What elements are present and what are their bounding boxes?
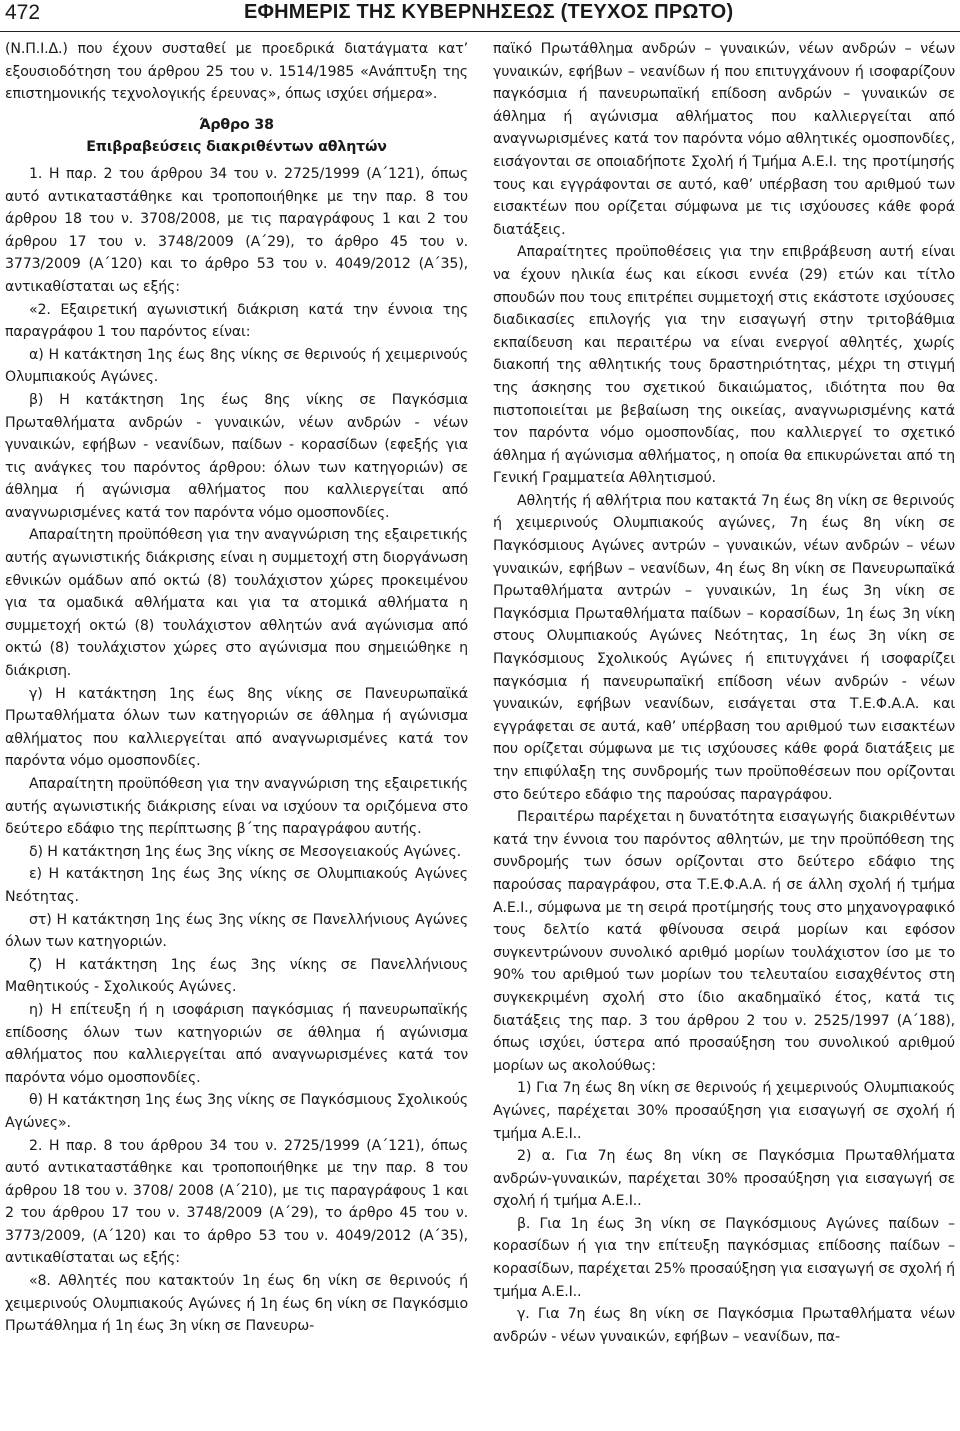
- page-header: [0, 0, 960, 38]
- article-title: Επιβραβεύσεις διακριθέντων αθλητών: [86, 139, 387, 156]
- paragraph-2: «2. Εξαιρετική αγωνιστική διάκριση κατά την έννοια της παραγράφου 1 του παρόντος είναι:: [5, 301, 468, 341]
- paragraph-further: Περαιτέρω παρέχεται η δυνατότητα εισαγωγής διακριθέντων κατά την έννοια του παρόντος αθλητών, με την προϋπόθεση της συνδρομής των όσων ορίζονται στο δεύτερο εδάφιο της παρούσας παραγράφου, στα Τ.Ε.Φ.Α.Α. ή σε άλλη σχολή ή τμήμα Α.Ε.Ι., σύμφωνα με τη σειρά προτίμησής τους στο μηχανογραφικό τους δελτίο κατά φθίνουσα σειρά μορίων και εφόσον συγκεντρώνουν συνολικό αριθμό μορίων τουλάχιστον ίσο με το 90% του αριθμού των μορίων του τελευταίου εισαχθέντος στη συγκεκριμένη σχολή στο ίδιο ακαδημαϊκό έτος, κατά τις διατάξεις της παρ. 3 του άρθρου 2 του ν. 2525/1997 (Α΄188), όπως ισχύει, ύστερα από προσαύξηση του συνολικού αριθμού μορίων ως ακολούθως:: [493, 809, 955, 1074]
- rule-2c: γ. Για 7η έως 8η νίκη σε Παγκόσμια Πρωταθλήματα νέων ανδρών - νέων γυναικών, εφήβων – νεανίδων, πα-: [493, 1306, 955, 1345]
- article-heading: [5, 114, 468, 159]
- case-th: θ) Η κατάκτηση 1ης έως 3ης νίκης σε Παγκόσμιους Σχολικούς Αγώνες».: [5, 1092, 468, 1131]
- case-e: ε) Η κατάκτηση 1ης έως 3ης νίκης σε Ολυμπιακούς Αγώνες Νεότητας.: [5, 866, 468, 905]
- paragraph-intro: (Ν.Π.Ι.Δ.) που έχουν συσταθεί με προεδρικά διατάγματα κατ’ εξουσιοδότηση του άρθρου 25 του ν. 1514/1985 «Ανάπτυξη της επιστημονικής τεχνολογικής έρευνας», όπως ισχύει σήμερα».: [5, 41, 468, 103]
- paragraph-1: 1. Η παρ. 2 του άρθρου 34 του ν. 2725/1999 (Α΄121), όπως αυτό αντικαταστάθηκε και τροποποιήθηκε με την παρ. 8 του άρθρου 18 του ν. 3708/2008, με τις παραγράφους 1 και 2 του άρθρου 17 του ν. 3748/2009 (Α΄29), το άρθρο 45 του ν. 3773/2009 (Α΄120) και το άρθρο 53 του ν. 4049/2012 (Α΄35), αντικαθίσταται ως εξής:: [5, 165, 468, 295]
- case-h: η) Η επίτευξη ή η ισοφάριση παγκόσμιας ή πανευρωπαϊκής επίδοσης όλων των κατηγοριών σε άθλημα ή αγώνισμα αθλήματος που καλλιεργείται από αναγνωρισμένες κατά τον παρόντα νόμο ομοσπονδίες.: [5, 1001, 468, 1086]
- rule-2b: β. Για 1η έως 3η νίκη σε Παγκόσμιους Αγώνες παίδων – κορασίδων ή για την επίτευξη παγκόσμιας επίδοσης παίδων – κορασίδων, παρέχεται 25% προσαύξηση για εισαγωγή σε σχολή ή τμήμα Α.Ε.Ι..: [493, 1215, 955, 1300]
- rule-2a: 2) α. Για 7η έως 8η νίκη σε Παγκόσμια Πρωταθλήματα ανδρών-γυναικών, παρέχεται 30% προσαύξηση για εισαγωγή σε σχολή ή τμήμα Α.Ε.Ι..: [493, 1148, 955, 1210]
- case-b: β) Η κατάκτηση 1ης έως 8ης νίκης σε Παγκόσμια Πρωταθλήματα ανδρών - γυναικών, νέων ανδρών - νέων γυναικών, εφήβων - νεανίδων, παίδων - κορασίδων (εφεξής για τις ανάγκες του παρόντος άρθρου: όλων των κατηγοριών) σε άθλημα ή αγώνισμα αθλήματος που καλλιεργείται από αναγνωρισμένες κατά τον παρόντα νόμο ομοσπονδίες.: [5, 391, 468, 521]
- left-column: [5, 38, 468, 1431]
- paragraph-prerequisites: Απαραίτητες προϋποθέσεις για την επιβράβευση αυτή είναι να έχουν ηλικία έως και είκοσι εννέα (29) ετών και τίτλο σπουδών που τους επιτρέπει συμμετοχή στις εκάστοτε ισχύουσες διαδικασίες επιλογής για την εισαγωγή στην τριτοβάθμια εκπαίδευση και περαιτέρω να είναι ενεργοί αθλητές, χωρίς διακοπή της αθλητικής τους δραστηριότητας, μέχρι τη στιγμή της άσκησης του σχετικού δικαιώματος, ιδιότητα που θα πιστοποιείται με βεβαίωση της οικείας, αναγνωρισμένης κατά τον παρόντα νόμο ομοσπονδίας, που καλλιεργεί το σχετικό άθλημα ή αγώνισμα αθλήματος, η οποία θα επικυρώνεται από τη Γενική Γραμματεία Αθλητισμού.: [493, 244, 955, 487]
- running-title: ΕΦΗΜΕΡΙΣ ΤΗΣ ΚΥΒΕΡΝΗΣΕΩΣ (ΤΕΥΧΟΣ ΠΡΩΤΟ): [244, 1, 734, 23]
- case-z: ζ) Η κατάκτηση 1ης έως 3ης νίκης σε Πανελλήνιους Μαθητικούς - Σχολικούς Αγώνες.: [5, 956, 468, 996]
- paragraph-2b: 2. Η παρ. 8 του άρθρου 34 του ν. 2725/1999 (Α΄121), όπως αυτό αντικαταστάθηκε και τροποποιήθηκε με την παρ. 8 του άρθρου 18 του ν. 3708/ 2008 (Α΄210), με τις παραγράφους 1 και 2 του άρθρου 17 του ν. 3748/2009 (Α΄29), το άρθρο 45 του ν. 3773/2009, (Α΄120) και το άρθρο 53 του ν. 4049/2012 (Α΄35), αντικαθίσταται ως εξής:: [5, 1137, 468, 1267]
- page-number: 472: [5, 1, 41, 24]
- case-c: γ) Η κατάκτηση 1ης έως 8ης νίκης σε Πανευρωπαϊκά Πρωταθλήματα όλων των κατηγοριών σε άθλημα ή αγώνισμα αθλήματος που καλλιεργείται από αναγνωρισμένες κατά τον παρόντα νόμο ομοσπονδίες.: [5, 685, 468, 770]
- right-column: [493, 38, 955, 1431]
- paragraph-8: «8. Αθλητές που κατακτούν 1η έως 6η νίκη σε θερινούς ή χειμερινούς Ολυμπιακούς Αγώνες ή 1η έως 6η νίκη σε Παγκόσμιο Πρωτάθλημα ή 1η έως 3η νίκη σε Πανευρω-: [5, 1273, 468, 1335]
- paragraph-athletes: Αθλητής ή αθλήτρια που κατακτά 7η έως 8η νίκη σε θερινούς ή χειμερινούς Ολυμπιακούς αγώνες, 7η έως 8η νίκη σε Παγκόσμιους Αγώνες αντρών – γυναικών, νέων ανδρών – νέων γυναικών, εφήβων – νεανίδων, 4η έως 8η νίκη σε Πανευρωπαϊκά Πρωταθλήματα αντρών – γυναικών, 1η έως 3η νίκη σε Παγκόσμια Πρωταθλήματα παίδων – κορασίδων, 1η έως 3η νίκη στους Ολυμπιακούς Αγώνες Νεότητας, 1η έως 3η νίκη σε Παγκόσμιους Σχολικούς Αγώνες ή επιτυγχάνει ή ισοφαρίζει παγκόσμια ή πανευρωπαϊκή επίδοση νέων ανδρών - νέων γυναικών, εφήβων νεανίδων, εισάγεται στα Τ.Ε.Φ.Α.Α. και εγγράφεται σε αυτά, καθ’ υπέρβαση του αριθμού των εισακτέων που ορίζεται σύμφωνα με τις ισχύουσες κάθε φορά διατάξεις με την επιφύλαξη της συνδρομής των προϋποθέσεων που ορίζονται στο δεύτερο εδάφιο της παρούσας παραγράφου.: [493, 492, 955, 803]
- prerequisite-1: Απαραίτητη προϋπόθεση για την αναγνώριση της εξαιρετικής αυτής αγωνιστικής διάκρισης είναι η συμμετοχή στη διοργάνωση εθνικών ομάδων από οκτώ (8) τουλάχιστον χώρες προκειμένου για τα ομαδικά αθλήματα και για τα ατομικά αθλήματα η συμμετοχή οκτώ (8) τουλάχιστον αθλητών ανά αγώνισμα από οκτώ (8) τουλάχιστον χώρες στο αγώνισμα που σημειώθηκε η διάκριση.: [5, 527, 468, 680]
- prerequisite-2: Απαραίτητη προϋπόθεση για την αναγνώριση της εξαιρετικής αυτής αγωνιστικής διάκρισης είναι να ισχύουν τα οριζόμενα στο δεύτερο εδάφιο της περίπτωσης β΄της παραγράφου αυτής.: [5, 776, 468, 838]
- header-rule: [0, 31, 960, 32]
- case-a: α) Η κατάκτηση 1ης έως 8ης νίκης σε θερινούς ή χειμερινούς Ολυμπιακούς Αγώνες.: [5, 346, 468, 386]
- article-number: Άρθρο 38: [199, 116, 274, 133]
- paragraph-continuation: παϊκό Πρωτάθλημα ανδρών – γυναικών, νέων ανδρών – νέων γυναικών, εφήβων – νεανίδων ή που επιτυγχάνουν ή ισοφαρίζουν παγκόσμια ή πανευρωπαϊκή επίδοση ανδρών – γυναικών σε άθλημα ή αγώνισμα αθλήματος που καλλιεργείται από αναγνωρισμένες κατά τον παρόντα νόμο αθλητικές ομοσπονδίες, εισάγονται σε οποιαδήποτε Σχολή ή Τμήμα Α.Ε.Ι. της προτίμησής τους και εγγράφονται σε αυτό, καθ’ υπέρβαση του αριθμού των εισακτέων που ορίζεται σύμφωνα με τις ισχύουσες κάθε φορά διατάξεις.: [493, 41, 955, 238]
- case-st: στ) Η κατάκτηση 1ης έως 3ης νίκης σε Πανελλήνιους Αγώνες όλων των κατηγοριών.: [5, 911, 468, 951]
- rule-1: 1) Για 7η έως 8η νίκη σε θερινούς ή χειμερινούς Ολυμπιακούς Αγώνες, παρέχεται 30% προσαύξηση για εισαγωγή σε σχολή ή τμήμα Α.Ε.Ι..: [493, 1080, 955, 1142]
- case-d: δ) Η κατάκτηση 1ης έως 3ης νίκης σε Μεσογειακούς Αγώνες.: [29, 843, 461, 860]
